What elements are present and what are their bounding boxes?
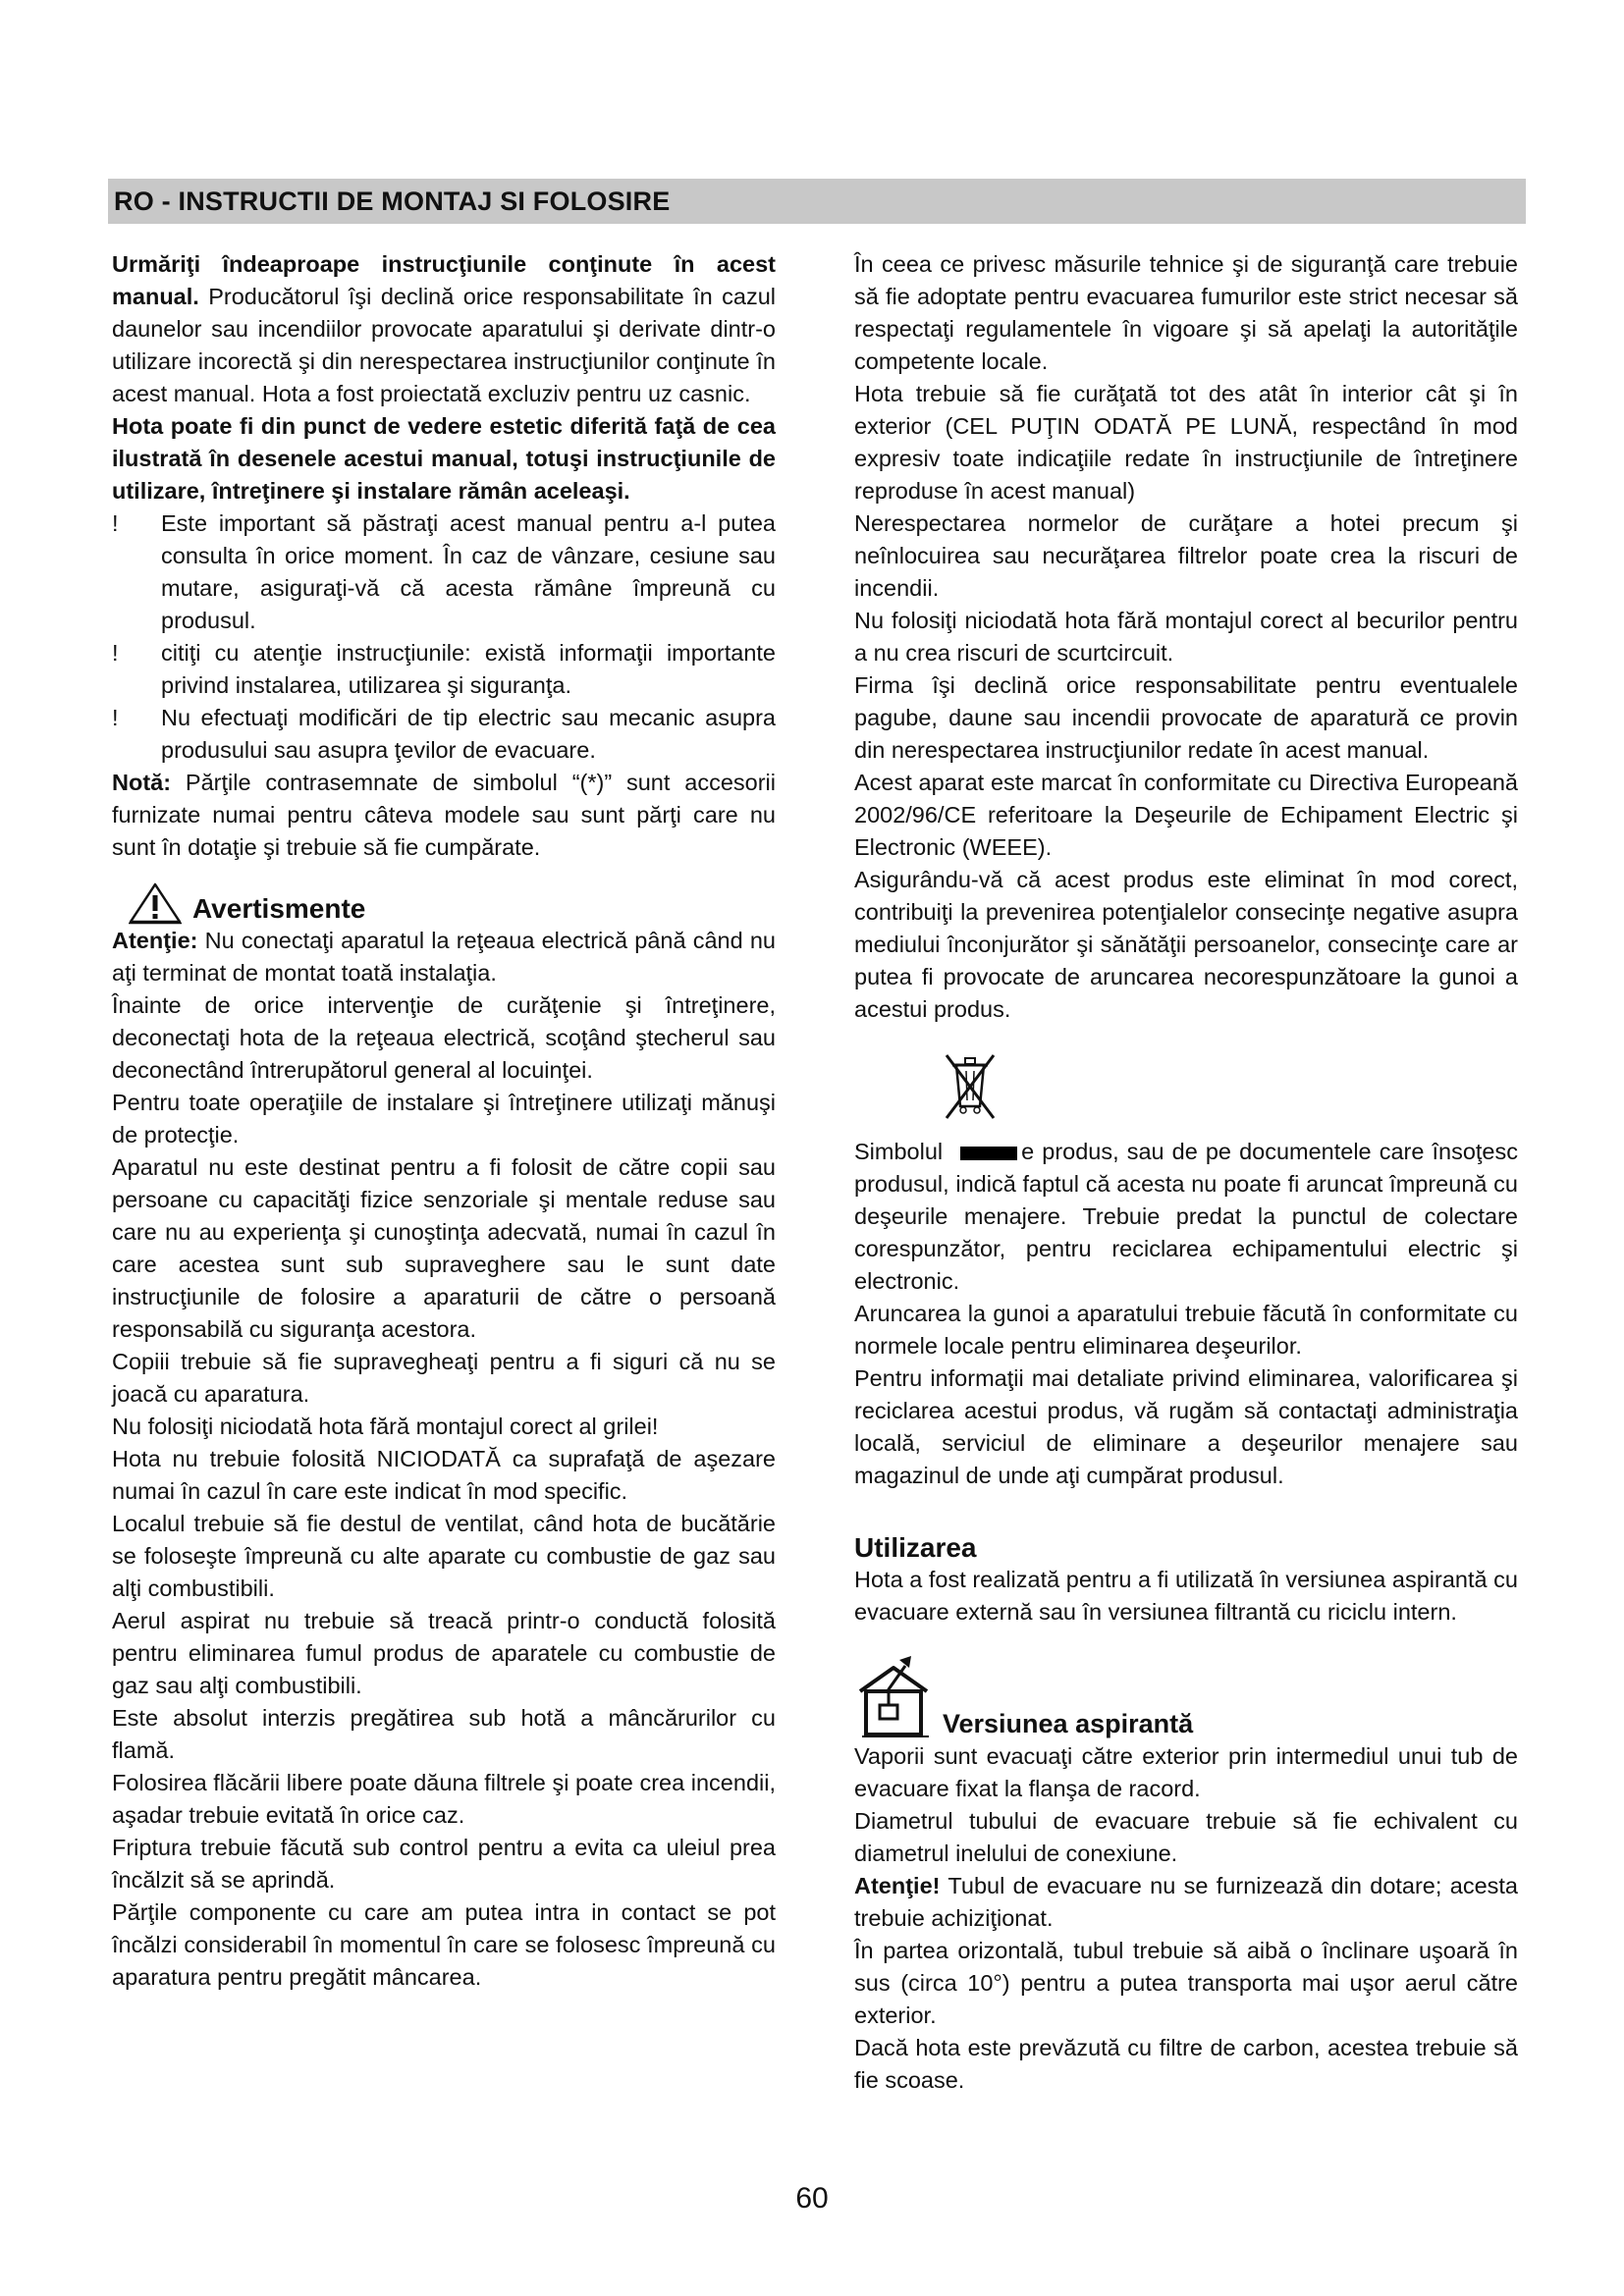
symbol-text: e produs, sau de pe documentele care însoţesc produsul, indică faptul că acesta nu poate fi aruncat împreună cu deşeurile menajere. Trebuie predat la punctul de colectare corespunzător, pentru reciclarea echipamentului electric şi electronic. [854, 1139, 1518, 1294]
crossed-out-bin-icon [941, 1045, 1000, 1124]
symbol-paragraph [854, 1136, 1518, 1298]
utilizarea-text: Hota a fost realizată pentru a fi utilizată în versiunea aspirantă cu evacuare externă sau în versiunea filtrantă cu riciclu intern. [854, 1567, 1518, 1625]
exclamation-mark: ! [112, 640, 119, 666]
paragraph: Nerespectarea normelor de curăţare a hotei precum şi neînlocuirea sau necurăţarea filtrelor poate crea la riscuri de incendii. [854, 510, 1518, 601]
paragraph: Înainte de orice intervenţie de curăţenie şi întreţinere, deconectaţi hota de la reţeaua electrică, scoţând ştecherul sau deconectând întrerupătorul general al locuinţei. [112, 992, 776, 1083]
list-item-text: Este important să păstraţi acest manual pentru a-l putea consulta în orice moment. În caz de vânzare, cesiune sau mutare, asiguraţi-vă că acesta rămâne împreună cu produsul. [161, 510, 776, 633]
paragraph: Friptura trebuie făcută sub control pentru a evita ca uleiul prea încălzit să se aprindă. [112, 1835, 776, 1893]
left-column [112, 248, 776, 1994]
list-item [112, 702, 776, 767]
right-column [854, 248, 1518, 2097]
warning-triangle-icon [128, 881, 183, 925]
paragraph: Pentru informaţii mai detaliate privind eliminarea, valorificarea şi reciclarea acestui produs, vă rugăm să contactaţi administraţia locală, serviciul de eliminare a deşeurilor menajere sau magazinul de unde aţi cumpărat produsul. [854, 1365, 1518, 1488]
nota-text: Părţile contrasemnate de simbolul “(*)” sunt accesorii furnizate numai pentru câteva modele sau sunt părţi care nu sunt în dotaţie şi trebuie să fie cumpărate. [112, 770, 776, 860]
paragraph: În partea orizontală, tubul trebuie să aibă o înclinare uşoară în sus (circa 10°) pentru a putea transporta mai uşor aerul către exterior. [854, 1938, 1518, 2028]
paragraph: Localul trebuie să fie destul de ventilat, când hota de bucătărie se foloseşte împreună cu alte aparate cu combustie de gaz sau alţi combustibili. [112, 1511, 776, 1601]
paragraph: Nu folosiţi niciodată hota fără montajul corect al grilei! [112, 1414, 659, 1439]
warnings-title: Avertismente [192, 893, 366, 924]
paragraph: Nu folosiţi niciodată hota fără montajul corect al becurilor pentru a nu crea riscuri de scurtcircuit. [854, 608, 1518, 666]
paragraph: Firma îşi declină orice responsabilitate pentru eventualele pagube, daune sau incendii provocate de aparatură ce provin din nerespectarea instrucţiunilor redate în acest manual. [854, 672, 1518, 763]
paragraph: Copiii trebuie să fie supravegheaţi pentru a fi siguri că nu se joacă cu aparatura. [112, 1349, 776, 1407]
house-exhaust-icon [854, 1652, 935, 1740]
paragraph: În ceea ce privesc măsurile tehnice şi de siguranţă care trebuie să fie adoptate pentru evacuarea fumurilor este strict necesar să respectaţi regulamentele în vigoare şi să apelaţi la autorităţile competente locale. [854, 251, 1518, 374]
paragraph: Aparatul nu este destinat pentru a fi folosit de către copii sau persoane cu capacităţi fizice senzoriale şi mentale reduse sau care nu au experienţa şi cunoştinţa adecvată, numai în cazul în care acestea sunt sub supraveghere sau le sunt date instrucţiunile de folosire a aparaturii de către o persoană responsabilă cu siguranţa acestora. [112, 1154, 776, 1342]
list-item [112, 507, 776, 637]
list-item-text: Nu efectuaţi modificări de tip electric sau mecanic asupra produsului sau asupra ţevilor de evacuare. [161, 705, 776, 763]
page-number: 60 [795, 2182, 829, 2215]
paragraph: Părţile componente cu care am putea intra in contact se pot încălzi considerabil în momentul în care se folosesc împreună cu aparatura pentru pregătit mâncarea. [112, 1899, 776, 1990]
paragraph: Aerul aspirat nu trebuie să treacă printr-o conductă folosită pentru eliminarea fumul produs de aparatele cu combustie de gaz sau alţi combustibili. [112, 1608, 776, 1698]
warnings-heading [112, 881, 776, 925]
paragraph: Dacă hota este prevăzută cu filtre de carbon, acestea trebuie să fie scoase. [854, 2035, 1518, 2093]
paragraph: Acest aparat este marcat în conformitate cu Directiva Europeană 2002/96/CE referitoare la Deşeurile de Echipament Electric şi Electronic (WEEE). [854, 770, 1518, 860]
atentie-text: Tubul de evacuare nu se furnizează din dotare; acesta trebuie achiziţionat. [854, 1873, 1518, 1931]
intro-text: Producătorul îşi declină orice responsabilitate în cazul daunelor sau incendiilor provocate aparatului şi derivate dintr-o utilizare incorectă şi din nerespectarea instrucţiunilor conţinute în acest manual. Hota a fost proiectată excluziv pentru uz casnic. [112, 284, 776, 406]
intro-paragraph [112, 248, 776, 410]
section-title: RO - INSTRUCTII DE MONTAJ SI FOLOSIRE [114, 187, 671, 216]
exclamation-mark: ! [112, 510, 119, 536]
intro-bold: Urmăriţi îndeaproape instrucţiunile conţinute în acest manual. [112, 251, 776, 309]
versiunea-title: Versiunea aspirantă [943, 1709, 1194, 1738]
exclamation-mark: ! [112, 705, 119, 730]
paragraph: Aruncarea la gunoi a aparatului trebuie făcută în conformitate cu normele locale pentru eliminarea deşeurilor. [854, 1301, 1518, 1359]
accessories-note [112, 767, 776, 864]
symbol-start: Simbolul [854, 1139, 944, 1164]
list-item [112, 637, 776, 702]
nota-label: Notă: [112, 770, 172, 795]
redacted-mark [960, 1147, 1017, 1160]
design-note: Hota poate fi din punct de vedere estetic diferită faţă de cea ilustrată în desenele acestui manual, totuşi instrucţiunile de utilizare, întreţinere şi instalare rămân aceleaşi. [112, 413, 776, 504]
paragraph: Asigurându-vă că acest produs este eliminat în mod corect, contribuiţi la prevenirea potenţialelor consecinţe negative asupra mediului înconjurător şi sănătăţii persoanelor, consecinţe care ar putea fi provocate de aruncarea necorespunzătoare la gunoi a acestui produs. [854, 867, 1518, 1022]
atentie-text: Nu conectaţi aparatul la reţeaua electrică până când nu aţi terminat de montat toată instalaţia. [112, 928, 776, 986]
atentie-label: Atenţie! [854, 1873, 941, 1898]
paragraph: Vaporii sunt evacuaţi către exterior prin intermediul unui tub de evacuare fixat la flanşa de racord. [854, 1743, 1518, 1801]
paragraph: Diametrul tubului de evacuare trebuie să fie echivalent cu diametrul inelului de conexiune. [854, 1808, 1518, 1866]
paragraph: Pentru toate operaţiile de instalare şi întreţinere utilizaţi mănuşi de protecţie. [112, 1090, 776, 1148]
paragraph: Hota nu trebuie folosită NICIODATĂ ca suprafaţă de aşezare numai în cazul în care este indicat în mod specific. [112, 1446, 776, 1504]
utilizarea-title: Utilizarea [854, 1532, 977, 1563]
section-header-bar [108, 179, 1526, 224]
paragraph: Este absolut interzis pregătirea sub hotă a mâncărurilor cu flamă. [112, 1705, 776, 1763]
atentie-paragraph [112, 925, 776, 989]
list-item-text: citiţi cu atenţie instrucţiunile: există informaţii importante privind instalarea, utilizarea şi siguranţa. [161, 640, 776, 698]
paragraph: Folosirea flăcării libere poate dăuna filtrele şi poate crea incendii, aşadar trebuie evitată în orice caz. [112, 1770, 776, 1828]
versiunea-heading [854, 1652, 1518, 1740]
weee-symbol-area [854, 1045, 1518, 1136]
paragraph: Hota trebuie să fie curăţată tot des atât în interior cât şi în exterior (CEL PUŢIN ODATĂ PE LUNĂ, respectând în mod expresiv toate indicaţiile redate în instrucţiunile de întreţinere reproduse în acest manual) [854, 381, 1518, 504]
atentie-tube-paragraph [854, 1870, 1518, 1935]
atentie-label: Atenţie: [112, 928, 198, 953]
